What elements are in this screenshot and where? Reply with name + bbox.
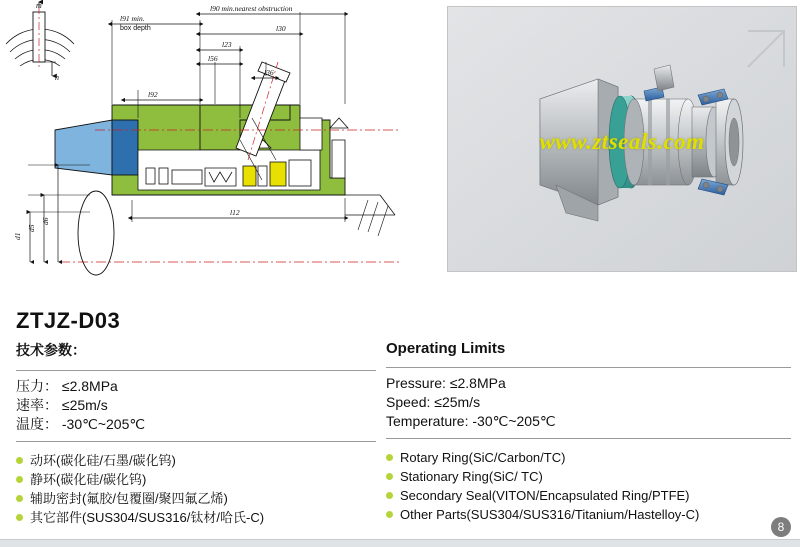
param-label: Pressure: [386,375,446,391]
param-value: -30℃~205℃ [472,413,556,429]
page-title: ZTJZ-D03 [16,308,121,333]
svg-text:box depth: box depth [120,25,151,32]
chinese-params-table [16,370,376,442]
list-item-label: 其它部件(SUS304/SUS316/钛材/哈氏-C) [30,510,265,525]
dim-l12 [132,208,345,218]
list-item [16,470,376,489]
dim-l91 [112,14,200,32]
seal-cross-section [55,62,348,195]
list-item [386,448,791,467]
list-item [386,467,791,486]
list-item-label: Rotary Ring(SiC/Carbon/TC) [400,450,566,465]
param-value: -30℃~205℃ [61,416,146,432]
list-item [16,451,376,470]
dim-l90 [200,4,345,14]
dim-l36 [255,68,276,78]
param-row [386,393,791,412]
param-value: ≤2.8MPa [449,375,506,391]
product-3d-render [447,6,797,272]
technical-drawing [0,0,440,290]
bullet-dot-icon [386,454,393,461]
chinese-spec-column [16,340,376,527]
svg-text:l90 min.nearest obstruction: l90 min.nearest obstruction [210,4,293,13]
dim-l92 [125,90,200,100]
svg-text:d5: d5 [27,224,36,232]
param-value: ≤2.8MPa [61,378,118,394]
svg-text:l92: l92 [148,90,158,99]
bullet-dot-icon [16,476,23,483]
param-label: Temperature: [386,413,469,429]
list-item-label: 静环(碳化硅/碳化钨) [30,472,147,487]
bullet-dot-icon [386,473,393,480]
dim-l23 [200,40,240,50]
english-heading: Operating Limits [386,340,506,357]
svg-text:l30: l30 [276,24,286,33]
english-params-table [386,367,791,439]
bullet-dot-icon [386,492,393,499]
dim-l56 [200,54,240,64]
page-number-badge: 8 [771,517,791,537]
list-item [386,505,791,524]
footer-bar [0,539,800,547]
param-row [16,396,376,415]
list-item [16,508,376,527]
spec-columns [0,340,800,540]
bullet-dot-icon [16,495,23,502]
svg-text:l91 min.: l91 min. [120,14,145,23]
bullet-dot-icon [16,514,23,521]
list-item [386,486,791,505]
label-n: n [55,73,59,82]
bullet-dot-icon [16,457,23,464]
list-item-label: Stationary Ring(SiC/ TC) [400,469,543,484]
param-row [16,415,376,434]
list-item-label: Secondary Seal(VITON/Encapsulated Ring/PTFE) [400,488,690,503]
param-value: ≤25m/s [61,397,108,413]
svg-text:d1: d1 [13,232,22,240]
param-row [386,374,791,393]
svg-text:l36: l36 [264,68,274,77]
angle-inset [6,2,74,76]
param-label: Speed: [386,394,431,410]
list-item-label: 动环(碳化硅/石墨/碳化钨) [30,453,176,468]
watermark-text: www.ztseals.com [539,129,705,154]
param-value: ≤25m/s [434,394,481,410]
param-label: 温度： [16,416,58,432]
param-label: 速率： [16,397,58,413]
svg-text:l23: l23 [222,40,232,49]
bullet-dot-icon [386,511,393,518]
dim-diameters [13,165,90,262]
label-m: m [36,1,42,10]
svg-text:l12: l12 [230,208,240,217]
svg-text:d6: d6 [41,217,50,225]
english-material-list [386,448,791,524]
list-item [16,489,376,508]
list-item-label: Other Parts(SUS304/SUS316/Titanium/Hastelloy-C) [400,507,700,522]
list-item-label: 辅助密封(氟胶/包覆圈/聚四氟乙烯) [30,491,228,506]
english-spec-column [386,340,791,524]
param-row [16,377,376,396]
dim-l30 [200,24,300,34]
param-row [386,412,791,431]
svg-text:l56: l56 [208,54,218,63]
param-label: 压力： [16,378,58,394]
chinese-heading: 技术参数： [16,342,86,358]
chinese-material-list [16,451,376,527]
